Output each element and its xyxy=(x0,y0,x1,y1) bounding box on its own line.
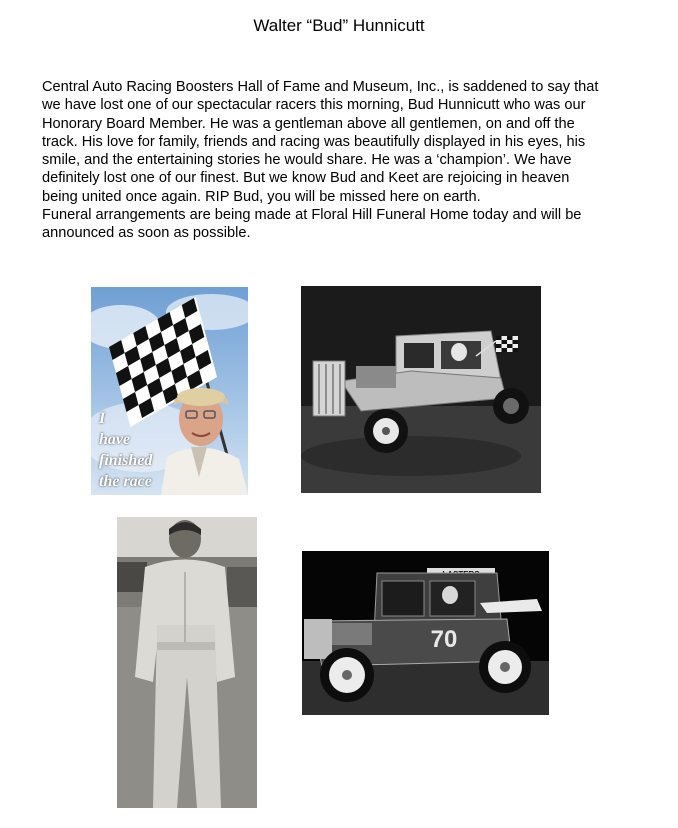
paragraph-line: track. His love for family, friends and racing was beautifully displayed in his eyes, his xyxy=(42,133,586,150)
memorial-paragraph xyxy=(42,78,642,243)
caption-line: finished xyxy=(99,452,153,469)
paragraph-line: Funeral arrangements are being made at Floral Hill Funeral Home today and will be xyxy=(42,207,582,224)
paragraph-line: announced as soon as possible. xyxy=(42,225,251,242)
paragraph-line: we have lost one of our spectacular racers this morning, Bud Hunnicutt who was our xyxy=(42,97,586,114)
caption-line: I xyxy=(99,410,106,427)
paragraph-line: definitely lost one of our finest. But we know Bud and Keet are rejoicing in heaven xyxy=(42,170,570,187)
caption-line: have xyxy=(99,431,131,448)
paragraph-line: Honorary Board Member. He was a gentleman above all gentlemen, on and off the xyxy=(42,115,575,132)
racecar-number-70-photo xyxy=(302,551,549,715)
page-title: Walter “Bud” Hunnicutt xyxy=(253,16,425,35)
standing-portrait-photo xyxy=(117,517,257,808)
caption-line: the race xyxy=(99,473,152,490)
paragraph-line: smile, and the entertaining stories he would share. He was a ‘champion’. We have xyxy=(42,152,572,169)
finished-the-race-caption xyxy=(99,408,152,492)
paragraph-line: Central Auto Racing Boosters Hall of Fame and Museum, Inc., is saddened to say that xyxy=(42,79,599,95)
paragraph-line: being united once again. RIP Bud, you will be missed here on earth. xyxy=(42,188,481,205)
car-number-text: 70 xyxy=(430,626,458,653)
vintage-racecar-photo xyxy=(301,286,541,493)
